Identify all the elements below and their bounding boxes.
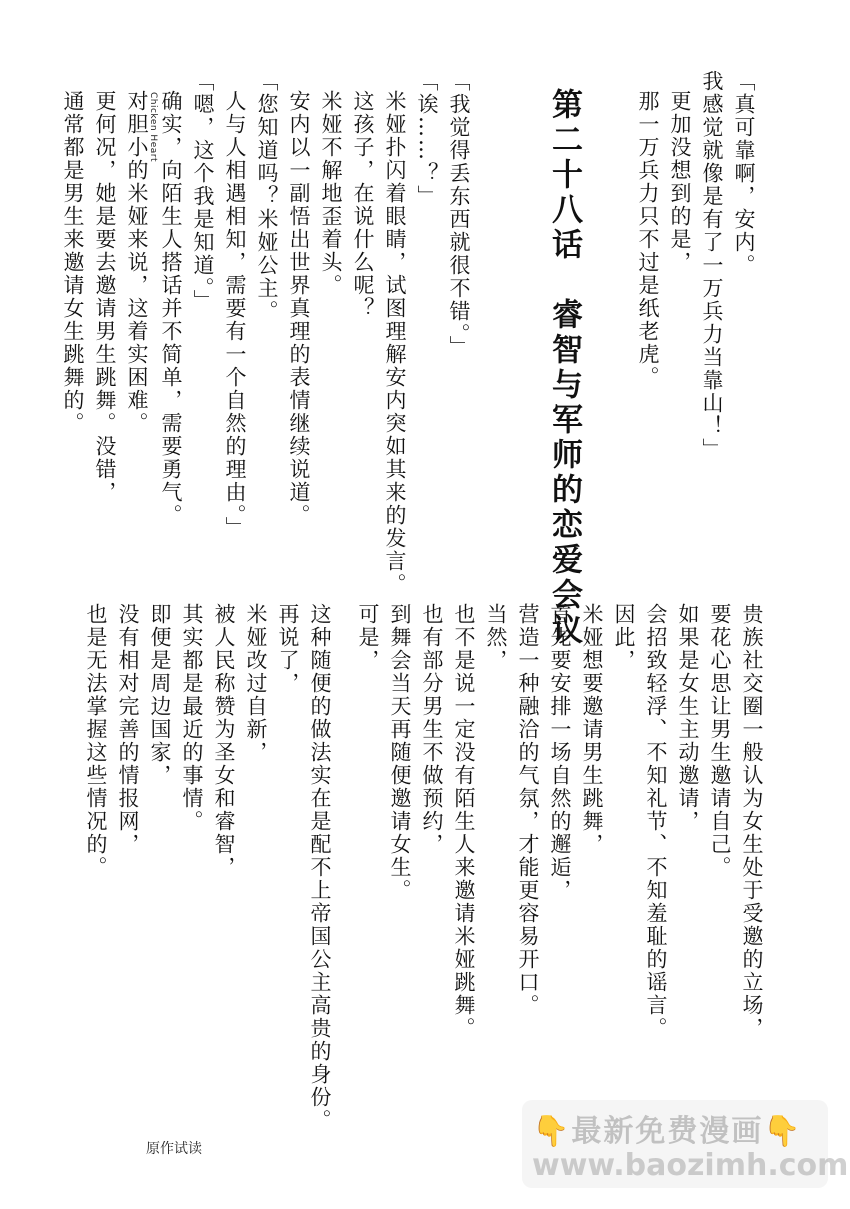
text-line: 「我觉得丢东西就很不错。」 [447, 70, 471, 359]
text-line: 即便是周边国家， [148, 603, 172, 787]
text-line: 「真可靠啊，安内。 [732, 70, 756, 277]
text-line: 安内以一副悟出世界真理的表情继续说道。 [287, 90, 311, 527]
text-line: 米娅不解地歪着头。 [319, 90, 343, 297]
watermark[interactable] [522, 1100, 849, 1188]
text-line: 米娅想要邀请男生跳舞， [580, 603, 604, 856]
text-line: 可是， [356, 603, 380, 672]
chapter-title: 第二十八话 睿智与军师的恋爱会议 [546, 88, 582, 648]
footer-label: 原作试读 [146, 1141, 202, 1157]
text-line: 更何况，她是要去邀请男生跳舞。没错， [93, 90, 117, 504]
ruby-annotation: Chicken Heart [148, 92, 158, 162]
pointing-hand-icon: 👇 [532, 1114, 572, 1149]
text-line: 再说了， [276, 603, 300, 695]
text-line: 我感觉就像是有了一万兵力当靠山！」 [700, 70, 724, 461]
watermark-line1 [532, 1106, 803, 1150]
text-line: 「您知道吗？米娅公主。 [255, 70, 279, 323]
watermark-text: 最新免费漫画 [571, 1114, 764, 1149]
text-line: 要花心思让男生邀请自己。 [708, 603, 732, 879]
text-line: 其实都是最近的事情。 [180, 603, 204, 833]
text-line: 也有部分男生不做预约， [420, 603, 444, 856]
text-line: 如果是女生主动邀请， [676, 603, 700, 833]
pointing-hand-icon: 👇 [763, 1114, 803, 1149]
text-line: 贵族社交圈一般认为女生处于受邀的立场， [740, 603, 764, 1040]
text-line: 「诶……？」 [415, 70, 439, 208]
text-line: 通常都是男生来邀请女生跳舞的。 [61, 90, 85, 435]
text-line: 到舞会当天再随便邀请女生。 [388, 603, 412, 902]
text-line: 没有相对完善的情报网， [116, 603, 140, 856]
text-line: 也是无法掌握这些情况的。 [84, 603, 108, 879]
text-line: 这孩子，在说什么呢？ [351, 90, 375, 320]
text-line: 确实，向陌生人搭话并不简单，需要勇气。 [159, 90, 183, 527]
text-line: 对胆小的米娅来说，这着实困难。 [125, 90, 149, 435]
text-line: 人与人相遇相知，需要有一个自然的理由。」 [223, 90, 247, 540]
watermark-url[interactable]: www.baozimh.com [532, 1148, 849, 1183]
text-line: 更加没想到的是， [668, 90, 692, 274]
text-line: 会招致轻浮、不知礼节、不知羞耻的谣言。 [644, 603, 668, 1040]
text-line: 「嗯，这个我是知道。」 [191, 70, 215, 313]
text-line: 当然， [484, 603, 508, 672]
text-line: 也不是说一定没有陌生人来邀请米娅跳舞。 [452, 603, 476, 1040]
text-line: 被人民称赞为圣女和睿智， [212, 603, 236, 879]
text-line: 因此， [612, 603, 636, 672]
text-line: 米娅扑闪着眼睛，试图理解安内突如其来的发言。 [383, 90, 407, 596]
text-line: 这种随便的做法实在是配不上帝国公主高贵的身份。 [308, 603, 332, 1132]
text-line: 营造一种融洽的气氛，才能更容易开口。 [516, 603, 540, 1017]
text-line: 首先要安排一场自然的邂逅， [548, 603, 572, 902]
text-line: 米娅改过自新， [244, 603, 268, 764]
text-line: 那一万兵力只不过是纸老虎。 [636, 90, 660, 389]
